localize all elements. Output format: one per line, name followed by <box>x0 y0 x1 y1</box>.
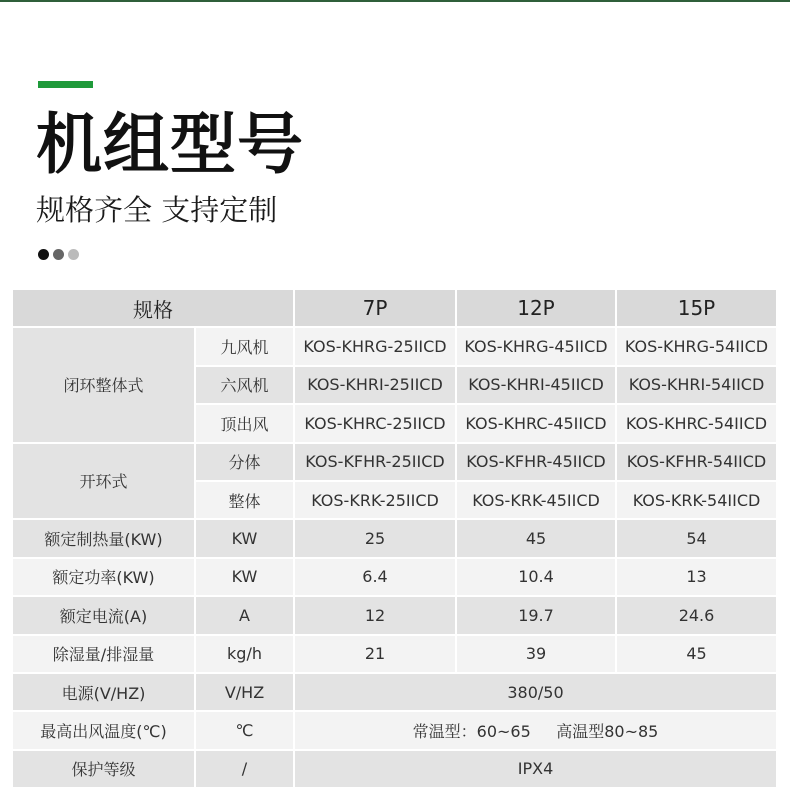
model-cell: KOS-KRK-45IICD <box>456 481 616 519</box>
top-divider-line <box>0 0 790 2</box>
table-row <box>12 750 777 788</box>
unit-cell: kg/h <box>195 635 294 673</box>
value-cell: 21 <box>294 635 456 673</box>
dot-light <box>68 249 79 260</box>
group-label-closed-loop: 闭环整体式 <box>12 327 195 442</box>
unit-cell: ℃ <box>195 711 294 749</box>
value-cell: 39 <box>456 635 616 673</box>
table-row <box>12 711 777 749</box>
table-row <box>12 519 777 557</box>
header-col-15p: 15P <box>616 289 777 327</box>
row-label: 保护等级 <box>12 750 195 788</box>
value-cell: 25 <box>294 519 456 557</box>
value-cell: 13 <box>616 558 777 596</box>
model-cell: KOS-KRK-54IICD <box>616 481 777 519</box>
value-cell: 54 <box>616 519 777 557</box>
value-cell: 45 <box>456 519 616 557</box>
page-subtitle: 规格齐全 支持定制 <box>36 193 278 227</box>
header-spec-cell: 规格 <box>12 289 294 327</box>
merged-value-cell: IPX4 <box>294 750 777 788</box>
row-label: 额定电流(A) <box>12 596 195 634</box>
row-label: 除湿量/排湿量 <box>12 635 195 673</box>
unit-cell: A <box>195 596 294 634</box>
model-cell: KOS-KFHR-25IICD <box>294 443 456 481</box>
model-cell: KOS-KHRI-45IICD <box>456 366 616 404</box>
model-cell: KOS-KHRC-45IICD <box>456 404 616 442</box>
model-cell: KOS-KHRI-54IICD <box>616 366 777 404</box>
value-cell: 10.4 <box>456 558 616 596</box>
model-cell: KOS-KHRC-54IICD <box>616 404 777 442</box>
model-cell: KOS-KHRC-25IICD <box>294 404 456 442</box>
spec-table <box>11 288 778 789</box>
value-cell: 19.7 <box>456 596 616 634</box>
merged-value-cell: 常温型：60~65 高温型80~85 <box>294 711 777 749</box>
table-row <box>12 327 777 365</box>
value-cell: 12 <box>294 596 456 634</box>
model-cell: KOS-KHRG-25IICD <box>294 327 456 365</box>
value-cell: 24.6 <box>616 596 777 634</box>
dot-dark <box>38 249 49 260</box>
model-cell: KOS-KHRI-25IICD <box>294 366 456 404</box>
table-header-row <box>12 289 777 327</box>
table-row <box>12 635 777 673</box>
group-label-open-loop: 开环式 <box>12 443 195 520</box>
row-label: 电源(V/HZ) <box>12 673 195 711</box>
table-row <box>12 673 777 711</box>
row-label: 额定制热量(KW) <box>12 519 195 557</box>
header-col-7p: 7P <box>294 289 456 327</box>
dot-mid <box>53 249 64 260</box>
model-cell: KOS-KFHR-45IICD <box>456 443 616 481</box>
page-title: 机组型号 <box>36 106 304 183</box>
model-cell: KOS-KHRG-45IICD <box>456 327 616 365</box>
row-label: 最高出风温度(℃) <box>12 711 195 749</box>
sub-label: 六风机 <box>195 366 294 404</box>
sub-label: 九风机 <box>195 327 294 365</box>
model-cell: KOS-KHRG-54IICD <box>616 327 777 365</box>
header-col-12p: 12P <box>456 289 616 327</box>
title-accent-bar <box>38 81 93 88</box>
unit-cell: KW <box>195 558 294 596</box>
sub-label: 整体 <box>195 481 294 519</box>
model-cell: KOS-KRK-25IICD <box>294 481 456 519</box>
value-cell: 45 <box>616 635 777 673</box>
sub-label: 顶出风 <box>195 404 294 442</box>
unit-cell: V/HZ <box>195 673 294 711</box>
table-row <box>12 558 777 596</box>
merged-value-cell: 380/50 <box>294 673 777 711</box>
table-row <box>12 596 777 634</box>
decorative-dots <box>38 249 79 260</box>
unit-cell: / <box>195 750 294 788</box>
table-row <box>12 443 777 481</box>
model-cell: KOS-KFHR-54IICD <box>616 443 777 481</box>
sub-label: 分体 <box>195 443 294 481</box>
unit-cell: KW <box>195 519 294 557</box>
row-label: 额定功率(KW) <box>12 558 195 596</box>
value-cell: 6.4 <box>294 558 456 596</box>
